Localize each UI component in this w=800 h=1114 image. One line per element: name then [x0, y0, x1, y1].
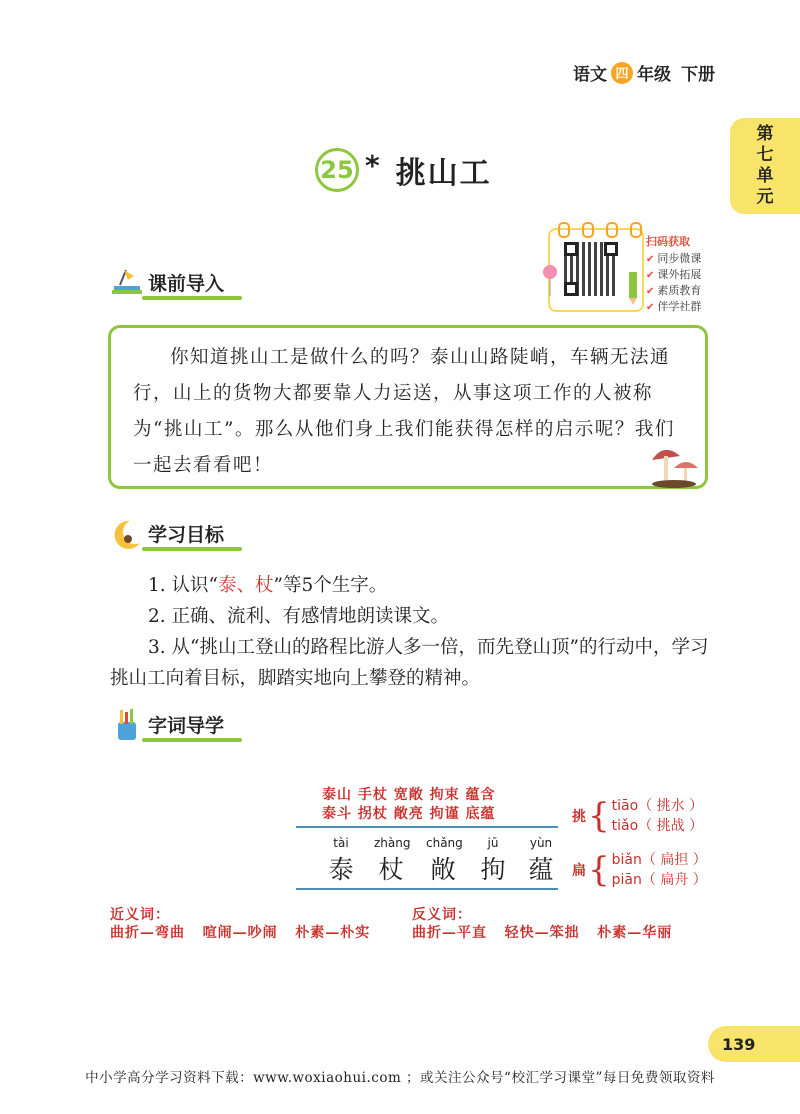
section-vocab-heading — [110, 708, 224, 742]
char-pinyin: chǎng — [426, 836, 463, 850]
polyphone-bian — [572, 850, 707, 890]
char-glyph: 敞 — [430, 855, 456, 884]
char-pinyin: jū — [487, 836, 499, 850]
divider-line — [296, 888, 558, 890]
char-glyph: 拘 — [480, 855, 506, 884]
goal-3: 3. 从“挑山工登山的路程比游人多一倍，而先登山顶”的行动中，学习挑山工向着目标，脚踏实地向上攀登的精神。 — [110, 637, 709, 689]
unit-tab-char: 元 — [756, 187, 774, 207]
balloon-icon — [540, 262, 560, 298]
pencil-cup-icon — [110, 708, 144, 742]
book-header — [573, 60, 715, 85]
synonym-label: 近义词： — [110, 907, 170, 923]
lesson-number: 25 — [315, 148, 359, 192]
volume-label: 下册 — [681, 65, 715, 85]
qr-menu-item: ✔ 同步微课 — [646, 251, 701, 267]
polyphone-char: 挑 — [572, 809, 586, 825]
char-pinyin: tài — [333, 836, 349, 850]
lesson-title-text: 挑山工 — [395, 156, 492, 191]
section-intro-label: 课前导入 — [148, 269, 224, 300]
char-glyph: 杖 — [378, 855, 404, 884]
mushroom-icon — [646, 440, 702, 490]
vocab-words-row-2: 泰斗 拐杖 敞亮 拘谨 底蕴 — [322, 806, 496, 822]
char-glyph: 蕴 — [528, 855, 554, 884]
qr-corner — [564, 242, 578, 256]
intro-paragraph: 你知道挑山工是做什么的吗？泰山山路陡峭，车辆无法通行，山上的货物大都要靠人力运送，从事这项工作的人被称为“挑山工”。那么从他们身上我们能获得怎样的启示呢？我们一起去看看吧！ — [133, 347, 675, 476]
polyphone-readings — [612, 850, 707, 890]
unit-tab — [730, 118, 800, 214]
polyphone-tiao — [572, 796, 703, 836]
qr-menu-item: ✔ 课外拓展 — [646, 267, 701, 283]
antonym-label: 反义词： — [412, 907, 472, 923]
char-cell — [478, 836, 508, 886]
lesson-title — [315, 148, 492, 192]
polyphone-readings — [612, 796, 703, 836]
char-pinyin: yùn — [529, 836, 553, 850]
char-cell — [526, 836, 556, 886]
char-cell — [326, 836, 356, 886]
pencil-icon — [624, 270, 642, 306]
char-cell — [426, 836, 463, 886]
polyphone-reading: biǎn（ 扁担 ） — [611, 852, 707, 868]
intro-box — [108, 325, 708, 489]
section-goals-label: 学习目标 — [148, 520, 224, 551]
goal-1-highlight: 泰、杖 — [218, 575, 274, 596]
unit-tab-char: 单 — [756, 166, 774, 186]
unit-tab-char: 七 — [756, 145, 774, 165]
books-lamp-icon — [110, 266, 144, 300]
qr-menu-item: ✔ 伴学社群 — [646, 299, 701, 315]
brace-icon: { — [588, 796, 610, 836]
char-pinyin: zhàng — [374, 836, 411, 850]
page-number: 139 — [708, 1026, 800, 1062]
vocab-words-row-1: 泰山 手杖 宽敞 拘束 蕴含 — [322, 787, 496, 803]
goal-1: 1. 认识“泰、杖”等5个生字。 — [148, 575, 388, 596]
qr-menu — [646, 234, 701, 315]
grade-suffix: 年级 — [637, 65, 671, 85]
section-intro-heading — [110, 266, 224, 300]
new-chars — [326, 836, 556, 886]
qr-menu-head: 扫码获取 — [646, 235, 690, 248]
goals-list — [110, 570, 720, 694]
section-goals-heading — [110, 517, 224, 551]
qr-menu-item: ✔ 素质教育 — [646, 283, 701, 299]
polyphone-reading: tiǎo（ 挑战 ） — [611, 818, 704, 834]
footer-note: 中小学高分学习资料下载：www.woxiaohui.com ；或关注公众号“校汇学习课堂”每日免费领取资料 — [85, 1070, 715, 1086]
char-glyph: 泰 — [328, 855, 354, 884]
unit-tab-char: 第 — [756, 124, 774, 144]
subject-label: 语文 — [573, 65, 607, 85]
section-vocab-label: 字词导学 — [148, 711, 224, 742]
brace-icon: { — [588, 850, 610, 890]
char-cell — [374, 836, 411, 886]
grade-badge: 四 — [611, 62, 633, 84]
polyphone-reading: piān（ 扁舟 ） — [611, 872, 707, 888]
polyphone-reading: tiāo（ 挑水 ） — [611, 798, 704, 814]
goal-2: 2. 正确、流利、有感情地朗读课文。 — [148, 606, 450, 627]
moon-reader-icon — [110, 517, 144, 551]
synonym-words: 曲折—弯曲 喧闹—吵闹 朴素—朴实 — [110, 925, 371, 941]
lesson-star: * — [365, 148, 380, 182]
qr-corner — [604, 242, 618, 256]
divider-line — [296, 826, 558, 828]
qr-rings-decoration — [558, 222, 642, 238]
antonym-words: 曲折—平直 轻快—笨拙 朴素—华丽 — [412, 925, 673, 941]
polyphone-char: 扁 — [572, 863, 586, 879]
qr-corner — [564, 282, 578, 296]
